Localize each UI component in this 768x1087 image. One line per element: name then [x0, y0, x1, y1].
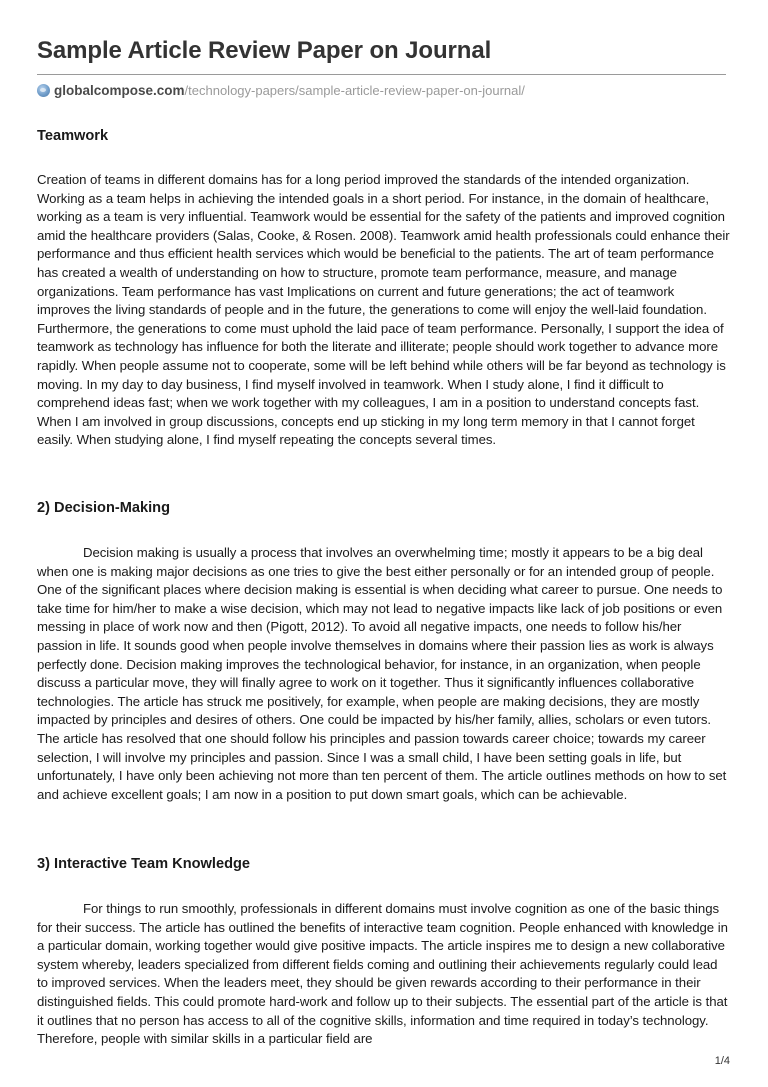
- section-heading-decision-making: 2) Decision-Making: [37, 500, 170, 516]
- section-heading-teamwork: Teamwork: [37, 128, 109, 144]
- section-body-interactive-team-knowledge: For things to run smoothly, professionals in different domains must involve cognition as one of the basic things for their success. The article has outlined the benefits of interactive team cognition. People enhanced with knowledge in a particular domain, working together would give positive impacts. The article inspires me to design a new collaborative system whereby, leaders specialized from different fields coming and outlining their achievements regularly could lead to improved services. When the leaders meet, they should be given rewards according to their performance in their distinguished fields. This could promote hard-work and follow up to their subjects. The essential part of the article is that it outlines that no person has access to all of the cognitive skills, information and time required in today’s technology. Therefore, people with similar skills in a particular field are: [37, 901, 728, 1047]
- section-heading-interactive-team-knowledge: 3) Interactive Team Knowledge: [37, 856, 251, 872]
- globe-icon: [37, 84, 50, 97]
- page-title: Sample Article Review Paper on Journal: [37, 37, 492, 64]
- page-number: 1/4: [714, 1055, 730, 1067]
- document-page: [37, 36, 730, 1047]
- title-divider: [37, 74, 726, 75]
- section-body-decision-making: Decision making is usually a process that involves an overwhelming time; mostly it appears to be a big deal when one is making major decisions as one tries to give the best either personally or for an intended group of people. One of the significant places where decision making is essential is when deciding what career to pursue. One needs to take time for him/her to make a wise decision, which may not lead to negative impacts like lack of job positions or even messing in place of work now and then (Pigott, 2012). To avoid all negative impacts, one needs to follow his/her passion in life. It sounds good when people involve themselves in domains where their passion lies as work is always perfectly done. Decision making improves the technological behavior, for instance, in an organization, when people discuss a particular move, they will finally agree to work on it together. Thus it significantly influences collaborative technologies. The article has struck me positively, for example, when people are making decisions, they are mostly impacted by principles and desires of others. One could be impacted by his/her family, allies, scholars or even tutors. The article has resolved that one should follow his principles and passion towards career choice; towards my career selection, I will involve my principles and passion. Since I was a small child, I have been setting goals in life, but unfortunately, I have only been achieving not more than ten percent of them. The article outlines methods on how to set and achieve excellent goals; I am now in a position to put down smart goals, which can be achievable.: [37, 545, 727, 802]
- source-domain[interactable]: globalcompose.com: [54, 82, 185, 98]
- source-link[interactable]: [37, 81, 730, 99]
- source-path[interactable]: /technology-papers/sample-article-review-paper-on-journal/: [184, 82, 525, 98]
- section-body-teamwork: Creation of teams in different domains has for a long period improved the standards of the intended organization. Working as a team helps in achieving the intended goals in a short period. For instance, in the domain of healthcare, working as a team is very influential. Teamwork would be essential for the safety of the patients and improved cognition amid the healthcare providers (Salas, Cooke, & Rosen. 2008). Teamwork amid health professionals could enhance their performance and thus efficient health services which would be beneficial to the patients. The art of team performance has created a wealth of understanding on how to structure, promote team performance, measure, and manage organizations. Team performance has vast Implications on current and future generations; the act of teamwork improves the living standards of people and in the future, the generations to come will enjoy the well-laid foundation. Furthermore, the generations to come must uphold the laid pace of team performance. Personally, I support the idea of teamwork as technology has influence for both the literate and illiterate; people should work together to advance more rapidly. When people assume not to cooperate, some will be left behind while others will be far beyond as technology is moving. In my day to day business, I find myself involved in teamwork. When I study alone, I find it difficult to comprehend ideas fast; when we work together with my colleagues, I am in a position to understand concepts fast. When I am involved in group discussions, concepts end up sticking in my long term memory in that I cannot forget easily. When studying alone, I find myself repeating the concepts several times.: [37, 172, 730, 448]
